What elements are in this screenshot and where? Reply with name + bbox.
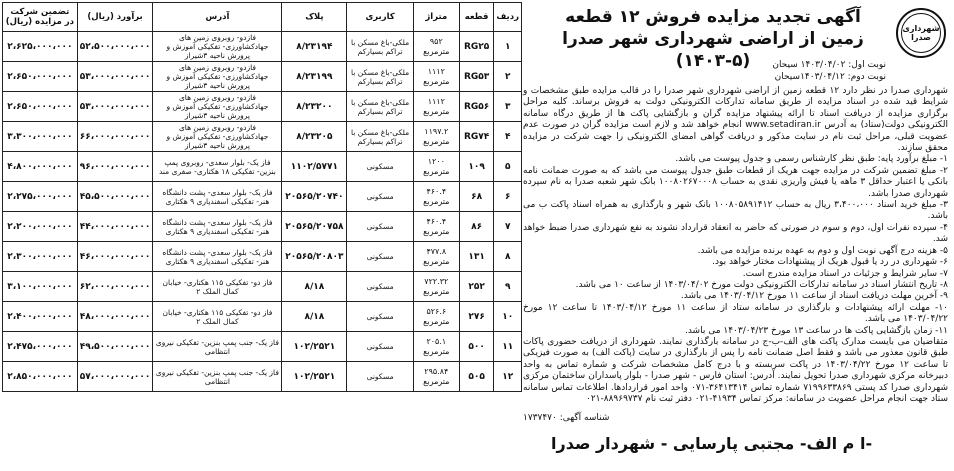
cell-deposit: ۲،۲۷۵،۰۰۰،۰۰۰ [3,182,78,212]
cell-row: ۵ [494,152,522,182]
col-header-piece: قطعه [459,3,494,32]
cell-row: ۶ [494,182,522,212]
body-paragraph: شهرداری صدرا در نظر دارد ۱۲ قطعه زمین از اراضی شهرداری شهر صدرا را در قالب مزایده طبق مشخصات و شرایط قید شده در اسناد مزایده از طریق سامانه تدارکات الکترونیکی دولت به فروش برساند. کلیه مراحل برگزاری مزایده از دریافت اسناد تا ارائه پیشنهاد مزایده گران و بازگشایی پاکت ها از طریق درگاه سامانه الکترونیکی دولت(ستاد) به آدرس www.setadiran.ir انجام خواهد شد و لازم است مزایده گران در صورت عدم عضویت قبلی، مراحل ثبت نام در سایت مذکور و دریافت گواهی امضای الکترونیکی را جهت شرکت در مزایده محقق سازند. [523,86,948,154]
cell-estimate: ۵۳،۰۰۰،۰۰۰،۰۰۰ [77,92,153,122]
col-header-usage: کاربری [347,3,414,32]
cell-deposit: ۲،۶۲۵،۰۰۰،۰۰۰ [3,32,78,62]
cell-usage: مسکونی [347,152,414,182]
cell-address: فازدو- روبروی زمین های جهادکشاورزی- تفکیکی آموزش و پرورش ناحیه ۳شیراز [153,92,282,122]
table-row [3,302,522,332]
cell-area: ۵۲۶.۶ مترمربع [413,302,459,332]
col-header-plate: پلاک [282,3,347,32]
col-header-estimate: برآورد (ریال) [77,3,153,32]
body-paragraph: ۴- سپرده نفرات اول، دوم و سوم در صورتی که حاضر به انعقاد قرارداد نشوند به نفع شهرداری صدرا ضبط خواهد شد. [523,222,948,245]
cell-area: ۹۵۲ مترمربع [413,32,459,62]
cell-piece: RG۷۴ [459,122,494,152]
cell-row: ۱۰ [494,302,522,332]
cell-plate: ۸/۲۳۲۰۵ [282,122,347,152]
cell-plate: ۲۰۵۶۵/۲۰۷۵۸ [282,212,347,242]
cell-address: فاز یک- جنب پمپ بنزین- تفکیکی نیروی انتظامی [153,332,282,362]
cell-usage: مسکونی [347,362,414,392]
cell-piece: ۲۷۶ [459,302,494,332]
notice-body [523,86,948,405]
cell-area: ۲۹۵.۸۴ مترمربع [413,362,459,392]
body-paragraph: ۹- آخرین مهلت دریافت اسناد از ساعت ۱۱ مورخ ۱۴۰۳/۰۴/۱۲ می باشد. [680,291,948,302]
col-header-row: ردیف [494,3,522,32]
cell-deposit: ۲،۸۵۰،۰۰۰،۰۰۰ [3,362,78,392]
cell-address: فازدو- روبروی زمین های جهادکشاورزی- تفکیکی آموزش و پرورش ناحیه ۳شیراز [153,62,282,92]
body-paragraph: متقاضیان می بایست مدارک پاکت های الف-ب-ج در سامانه بارگذاری نمایند. شهرداری از دریافت حضوری پاکات طبق قانون معذور می باشد و فقط اصل ضمانت نامه را پس از بارگذاری در سایت (پاکت الف) به صورت فیزیکی تا ساعت ۱۲ مورخ ۱۴۰۳/۰۴/۲۲ در پاکت سربسته و با درج کامل مشخصات شرکت و شماره تماس به واحد دبیرخانه مرکزی شهرداری صدرا تحویل نمایند. آدرس: استان فارس - شهر صدرا - بلوار پاسداران ساختمان مرکزی شهرداری صدرا کد پستی ۷۱۹۹۶۳۳۸۶۹ شماره تماس ۳۶۴۱۳۴۱۴-۰۷۱ واحد امور قراردادها. اطلاعات تماس سامانه ستاد جهت انجام مراحل عضویت در سامانه: مرکز تماس ۴۱۹۳۴-۰۲۱ دفتر ثبت نام ۸۸۹۶۹۷۳۷-۰۲۱ [523,336,948,404]
cell-address: فازدو- روبروی زمین های جهادکشاورزی- تفکیکی آموزش و پرورش ناحیه ۳شیراز [153,122,282,152]
cell-usage: ملکی-باغ مسکن با تراکم بسیارکم [347,32,414,62]
table-row [3,242,522,272]
publication-dates [772,59,886,83]
cell-deposit: ۲،۴۰۰،۰۰۰،۰۰۰ [3,302,78,332]
table-row [3,122,522,152]
cell-row: ۱ [494,32,522,62]
cell-usage: مسکونی [347,242,414,272]
cell-plate: ۲۰۵۶۵/۲۰۸۰۳ [282,242,347,272]
table-row [3,92,522,122]
cell-deposit: ۳،۱۰۰،۰۰۰،۰۰۰ [3,272,78,302]
cell-plate: ۸/۱۸ [282,272,347,302]
body-paragraph: ۸- تاریخ انتشار اسناد در سامانه تدارکات الکترونیکی دولت مورخ ۱۴۰۳/۰۴/۰۲ از ساعت ۱۰ می باشد. [575,279,948,290]
date-second: نوبت دوم: ۱۴۰۳/۰۴/۱۲سیحان [774,72,886,82]
body-paragraph: ۱- مبلغ برآورد پایه: طبق نظر کارشناس رسمی و جدول پیوست می باشد. [675,154,948,165]
cell-plate: ۱۰۲/۲۵۲۱ [282,332,347,362]
cell-deposit: ۴،۸۰۰،۰۰۰،۰۰۰ [3,152,78,182]
cell-area: ۱۱۱۲ مترمربع [413,62,459,92]
cell-piece: ۱۳۱ [459,242,494,272]
cell-plate: ۸/۲۳۲۰۰ [282,92,347,122]
cell-area: ۲۰۵.۱ مترمربع [413,332,459,362]
cell-plate: ۸/۲۳۱۹۴ [282,32,347,62]
cell-area: ۷۲۲.۳۲ مترمربع [413,272,459,302]
cell-estimate: ۴۸،۰۰۰،۰۰۰،۰۰۰ [77,302,153,332]
cell-estimate: ۹۶،۰۰۰،۰۰۰،۰۰۰ [77,152,153,182]
cell-address: فازدو- روبروی زمین های جهادکشاورزی- تفکیکی آموزش و پرورش ناحیه ۳شیراز [153,32,282,62]
cell-plate: ۱۱۰۲/۵۷۷۱ [282,152,347,182]
municipality-emblem-icon: شهرداری صدرا [896,8,946,58]
table-row [3,272,522,302]
cell-row: ۴ [494,122,522,152]
cell-area: ۴۶۰.۴ مترمربع [413,212,459,242]
body-paragraph: ۵- هزینه درج آگهی نوبت اول و دوم به عهده برنده مزایده می باشد. [697,245,948,256]
table-row [3,332,522,362]
cell-piece: RG۵۶ [459,92,494,122]
cell-area: ۱۱۹۷.۲ مترمربع [413,122,459,152]
cell-estimate: ۵۲،۵۰۰،۰۰۰،۰۰۰ [77,32,153,62]
cell-plate: ۸/۲۳۱۹۹ [282,62,347,92]
cell-deposit: ۲،۶۵۰،۰۰۰،۰۰۰ [3,62,78,92]
cell-area: ۴۶۰.۴ مترمربع [413,182,459,212]
cell-piece: ۶۸ [459,182,494,212]
cell-address: فاز یک- بلوار سعدی- روبروی پمپ بنزین- تفکیکی ۱۸ هکتاری- صفری مند [153,152,282,182]
date-first: نوبت اول: ۱۴۰۳/۰۴/۰۲ سیحان [772,60,886,70]
cell-usage: ملکی-باغ مسکن با تراکم بسیارکم [347,122,414,152]
cell-address: فاز یک- بلوار سعدی- پشت دانشگاه هنر- تفکیکی اسفندیاری ۹ هکتاری [153,212,282,242]
cell-piece: ۵۰۵ [459,362,494,392]
cell-deposit: ۳،۳۰۰،۰۰۰،۰۰۰ [3,122,78,152]
cell-piece: RG۲۵ [459,32,494,62]
table-header-row [3,3,522,32]
body-paragraph: ۲- مبلغ تضمین شرکت در مزایده جهت هریک از قطعات طبق جدول پیوست می باشد که به صورت ضمانت نامه بانکی یا اعتبار حداقل ۳ ماهه یا فیش واریزی نقدی به حساب ۱۰۰۸۰۲۶۷۰۰۰۸ بانک شهر شعبه صدرا به نام سپرده شهرداری صدرا باشد. [523,165,948,199]
cell-estimate: ۴۶،۰۰۰،۰۰۰،۰۰۰ [77,242,153,272]
cell-deposit: ۲،۲۰۰،۰۰۰،۰۰۰ [3,212,78,242]
cell-estimate: ۴۵،۵۰۰،۰۰۰،۰۰۰ [77,182,153,212]
cell-plate: ۱۰۲/۲۵۲۱ [282,362,347,392]
cell-estimate: ۵۳،۰۰۰،۰۰۰،۰۰۰ [77,62,153,92]
cell-usage: مسکونی [347,182,414,212]
cell-deposit: ۲،۴۷۵،۰۰۰،۰۰۰ [3,332,78,362]
table-row [3,152,522,182]
notice-title: آگهی تجدید مزایده فروش ۱۲ قطعه زمین از اراضی شهرداری شهر صدرا (۵-۱۴۰۳) [562,7,864,71]
cell-deposit: ۲،۳۰۰،۰۰۰،۰۰۰ [3,242,78,272]
cell-estimate: ۶۲،۰۰۰،۰۰۰،۰۰۰ [77,272,153,302]
cell-estimate: ۴۴،۰۰۰،۰۰۰،۰۰۰ [77,212,153,242]
cell-address: فاز یک- جنب پمپ بنزین- تفکیکی نیروی انتظامی [153,362,282,392]
cell-piece: ۵۰۰ [459,332,494,362]
cell-estimate: ۶۶،۰۰۰،۰۰۰،۰۰۰ [77,122,153,152]
cell-row: ۳ [494,92,522,122]
col-header-deposit: تضمین شرکت در مزایده (ریال) [3,3,78,32]
cell-row: ۹ [494,272,522,302]
cell-row: ۸ [494,242,522,272]
notice-number: شناسه آگهی: ۱۷۳۷۴۷۰ [523,413,610,423]
cell-estimate: ۵۷،۰۰۰،۰۰۰،۰۰۰ [77,362,153,392]
cell-usage: مسکونی [347,302,414,332]
cell-address: فاز یک- بلوار سعدی- پشت دانشگاه هنر- تفکیکی اسفندیاری ۹ هکتاری [153,242,282,272]
table-row [3,32,522,62]
cell-deposit: ۲،۶۵۰،۰۰۰،۰۰۰ [3,92,78,122]
body-paragraph: ۱۰- مهلت ارائه پیشنهادات و بارگذاری در سامانه ستاد از ساعت ۱۱ مورخ ۱۴۰۳/۰۴/۱۲ تا ساعت ۱۲ مورخ ۱۴۰۳/۰۴/۲۲ می باشد. [523,302,948,325]
cell-row: ۲ [494,62,522,92]
table-row [3,362,522,392]
body-paragraph: ۳- مبلغ خرید اسناد ۳،۴۰۰،۰۰۰ ریال به حساب ۱۰۰۸۰۵۸۹۱۴۱۲ بانک شهر و بارگذاری به همراه اسناد پاکت ب می باشد. [523,200,949,222]
cell-row: ۱۱ [494,332,522,362]
body-paragraph: ۷- سایر شرایط و جزئیات در اسناد مزایده مندرج است. [742,268,948,279]
table-row [3,62,522,92]
plots-table [2,2,522,392]
cell-row: ۷ [494,212,522,242]
body-paragraph: ۶- شهرداری در رد یا قبول هریک از پیشنهادات مختار خواهد بود. [712,257,948,268]
cell-address: فاز دو- تفکیکی ۱۱۵ هکتاری- خیابان کمال الملک ۲ [153,272,282,302]
cell-usage: مسکونی [347,212,414,242]
cell-piece: ۲۵۲ [459,272,494,302]
notice-text-column [523,4,948,467]
cell-estimate: ۴۹،۵۰۰،۰۰۰،۰۰۰ [77,332,153,362]
cell-piece: RG۵۳ [459,62,494,92]
table-row [3,212,522,242]
table-row [3,182,522,212]
cell-piece: ۸۶ [459,212,494,242]
table-body [3,32,522,392]
cell-plate: ۲۰۵۶۵/۲۰۷۴۰ [282,182,347,212]
cell-usage: مسکونی [347,332,414,362]
col-header-address: آدرس [153,3,282,32]
cell-plate: ۸/۱۸ [282,302,347,332]
cell-usage: مسکونی [347,272,414,302]
cell-area: ۱۲۰۰ مترمربع [413,152,459,182]
cell-address: فاز دو- تفکیکی ۱۱۵ هکتاری- خیابان کمال الملک ۲ [153,302,282,332]
col-header-area: متراژ [413,3,459,32]
cell-row: ۱۲ [494,362,522,392]
cell-area: ۱۱۱۲ مترمربع [413,92,459,122]
cell-usage: ملکی-باغ مسکن با تراکم بسیارکم [347,62,414,92]
signature: -ا م الف- مجتبی پارسایی - شهردار صدرا [551,434,873,453]
cell-address: فاز یک- بلوار سعدی- پشت دانشگاه هنر- تفکیکی اسفندیاری ۹ هکتاری [153,182,282,212]
cell-piece: ۱۰۹ [459,152,494,182]
cell-usage: ملکی-باغ مسکن با تراکم بسیارکم [347,92,414,122]
body-paragraph: ۱۱- زمان بازگشایی پاکت ها در ساعت ۱۳ مورخ ۱۴۰۳/۰۴/۲۳ می باشد. [684,325,948,336]
cell-area: ۴۷۷.۸ مترمربع [413,242,459,272]
